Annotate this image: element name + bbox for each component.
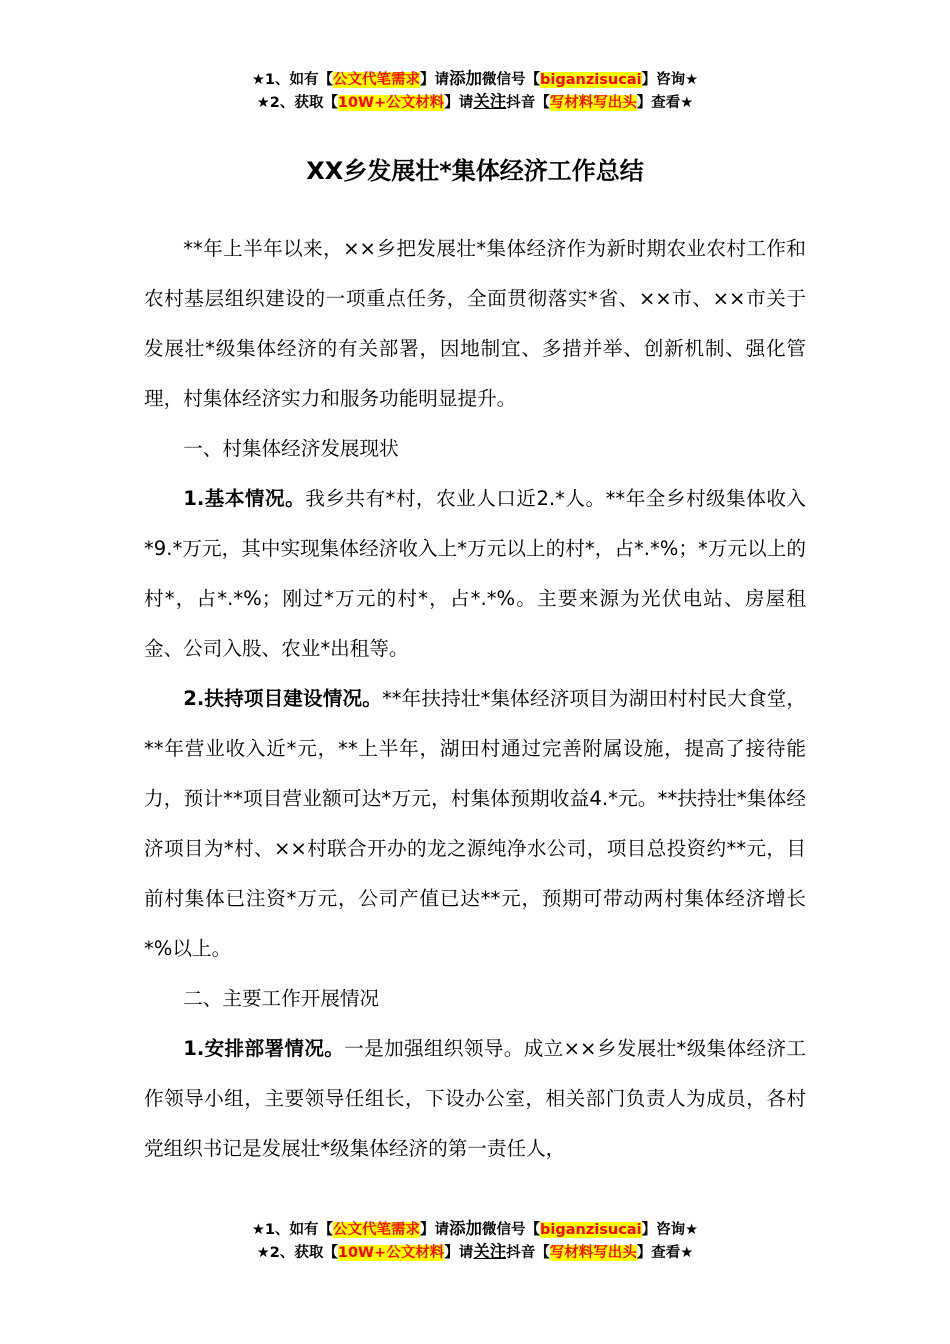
banner-highlight: 10W+公文材料 bbox=[337, 95, 445, 111]
banner-text: 抖音【 bbox=[506, 1245, 550, 1261]
banner-text: ★2、获取【 bbox=[256, 1245, 338, 1261]
banner-text: 】请 bbox=[444, 1245, 474, 1261]
banner-highlight: biganzisucai bbox=[540, 1222, 642, 1238]
banner-text: 微信号【 bbox=[482, 72, 541, 88]
banner-highlight: 写材料写出头 bbox=[549, 1245, 637, 1261]
banner-line-2 bbox=[0, 91, 950, 114]
banner-text: 微信号【 bbox=[482, 1222, 541, 1238]
top-banner bbox=[0, 68, 950, 114]
banner-text: 】请 bbox=[420, 1222, 450, 1238]
banner-text: 】查看★ bbox=[636, 1245, 694, 1261]
banner-emphasis: 关注 bbox=[473, 92, 507, 111]
banner-text: 】咨询★ bbox=[641, 1222, 699, 1238]
banner-highlight: biganzisucai bbox=[540, 72, 642, 88]
banner-text: 】咨询★ bbox=[641, 72, 699, 88]
banner-emphasis: 添加 bbox=[449, 69, 483, 88]
paragraph bbox=[144, 474, 806, 674]
paragraph: **年上半年以来，××乡把发展壮*集体经济作为新时期农业农村工作和农村基层组织建设的一项重点任务，全面贯彻落实*省、××市、××市关于发展壮*级集体经济的有关部署，因地制宜、多措并举、创新机制、强化管理，村集体经济实力和服务功能明显提升。 bbox=[144, 237, 806, 410]
banner-emphasis: 添加 bbox=[449, 1219, 483, 1238]
subheading: 1.安排部署情况。 bbox=[183, 1037, 345, 1060]
banner-text: ★1、如有【 bbox=[251, 72, 334, 88]
banner-line-1 bbox=[0, 1218, 950, 1241]
paragraph-text: 一是加强组织领导。成立××乡发展壮*级集体经济工作领导小组，主要领导任组长，下设办公室，相关部门负责人为成员，各村党组织书记是发展壮*级集体经济的第一责任人， bbox=[144, 1037, 806, 1160]
section-heading: 二、主要工作开展情况 bbox=[183, 987, 380, 1010]
paragraph-text: 我乡共有*村，农业人口近2.*人。**年全乡村级集体收入*9.*万元，其中实现集体经济收入上*万元以上的村*，占*.*%；*万元以上的村*，占*.*%；刚过*万元的村*，占*.*%。主要来源为光伏电站、房屋租金、公司入股、农业*出租等。 bbox=[144, 487, 806, 660]
banner-highlight: 公文代笔需求 bbox=[333, 72, 421, 88]
banner-text: 】查看★ bbox=[636, 95, 694, 111]
paragraph-text: **年扶持壮*集体经济项目为湖田村村民大食堂，**年营业收入近*元，**上半年，湖田村通过完善附属设施，提高了接待能力，预计**项目营业额可达*万元，村集体预期收益4.*元。**扶持壮*集体经济项目为*村、××村联合开办的龙之源纯净水公司，项目总投资约**元，目前村集体已注资*万元，公司产值已达**元，预期可带动两村集体经济增长*%以上。 bbox=[144, 687, 807, 960]
subheading: 2.扶持项目建设情况。 bbox=[183, 687, 382, 710]
banner-highlight: 10W+公文材料 bbox=[337, 1245, 445, 1261]
banner-line-1 bbox=[0, 68, 950, 91]
subheading: 1.基本情况。 bbox=[183, 487, 306, 510]
bottom-banner bbox=[0, 1218, 950, 1264]
document-body bbox=[144, 224, 806, 1174]
section-heading: 一、村集体经济发展现状 bbox=[183, 437, 399, 460]
banner-text: ★1、如有【 bbox=[251, 1222, 334, 1238]
paragraph bbox=[144, 1024, 806, 1174]
banner-text: 抖音【 bbox=[506, 95, 550, 111]
banner-emphasis: 关注 bbox=[473, 1242, 507, 1261]
banner-highlight: 写材料写出头 bbox=[549, 95, 637, 111]
banner-highlight: 公文代笔需求 bbox=[333, 1222, 421, 1238]
document-title: XX乡发展壮*集体经济工作总结 bbox=[306, 157, 644, 185]
banner-line-2 bbox=[0, 1241, 950, 1264]
banner-text: ★2、获取【 bbox=[256, 95, 338, 111]
paragraph bbox=[144, 674, 806, 974]
banner-text: 】请 bbox=[444, 95, 474, 111]
banner-text: 】请 bbox=[420, 72, 450, 88]
